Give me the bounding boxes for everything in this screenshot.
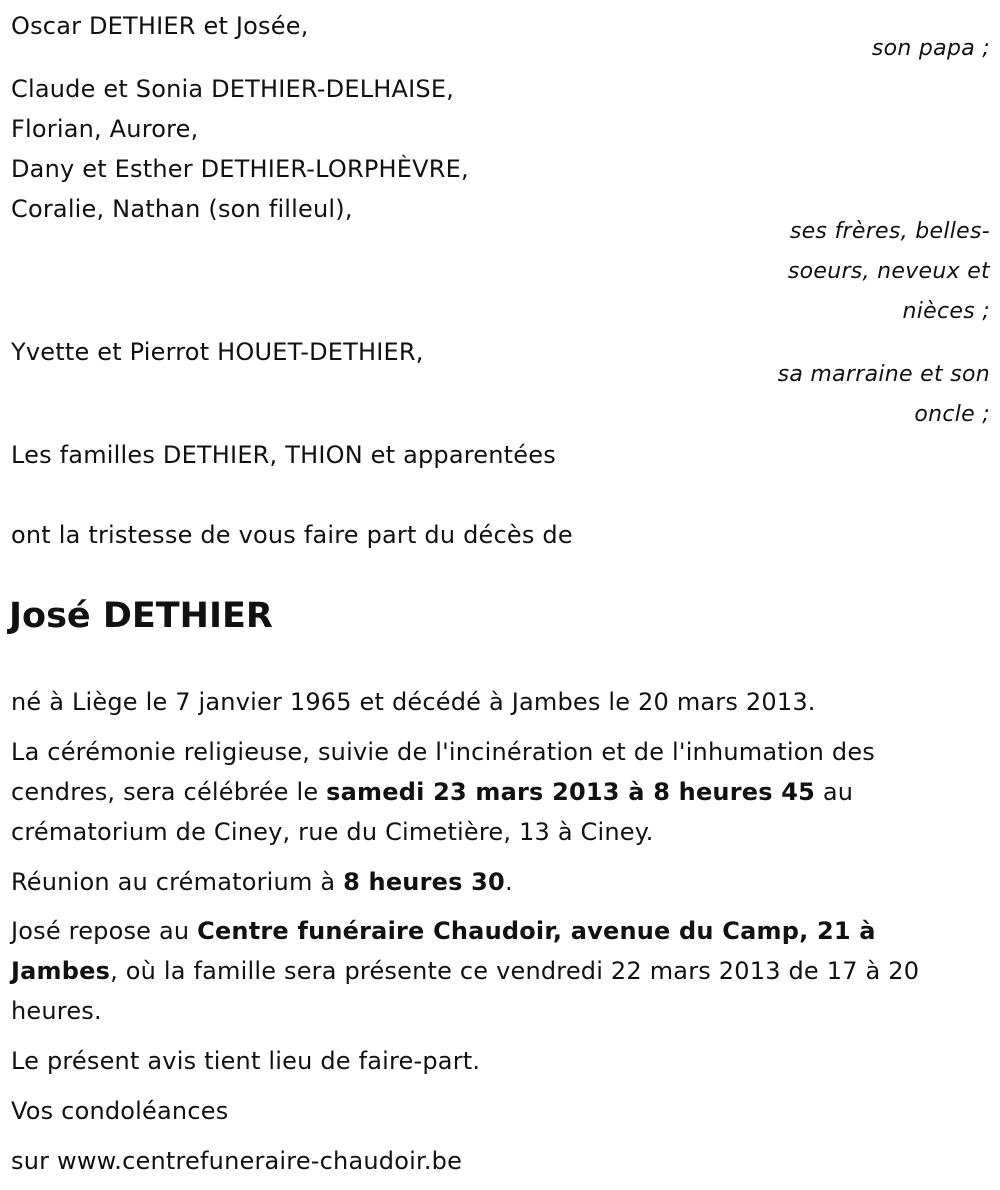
- birth-death-line: né à Liège le 7 janvier 1965 et décédé à Jambes le 20 mars 2013.: [11, 688, 816, 716]
- meeting-line: [11, 862, 513, 902]
- meeting-time: 8 heures 30: [343, 868, 505, 896]
- notice-line: Le présent avis tient lieu de faire-part.: [11, 1047, 481, 1075]
- rest-line: [11, 951, 919, 991]
- sibling-line: Coralie, Nathan (son filleul),: [11, 195, 353, 223]
- sibling-line: Dany et Esther DETHIER-LORPHÈVRE,: [11, 155, 469, 183]
- meeting-text: .: [504, 868, 513, 896]
- rest-place: Jambes: [11, 957, 111, 985]
- ceremony-line: [11, 772, 853, 812]
- ceremony-line: crématorium de Ciney, rue du Cimetière, 13 à Ciney.: [11, 818, 654, 846]
- ceremony-line: La cérémonie religieuse, suivie de l'incinération et de l'inhumation des: [11, 738, 875, 766]
- ceremony-text: cendres, sera célébrée le: [11, 778, 327, 806]
- rest-text: José repose au: [11, 917, 198, 945]
- website-line: sur www.centrefuneraire-chaudoir.be: [11, 1147, 463, 1175]
- siblings-role: ses frères, belles-: [789, 219, 990, 244]
- father-role: son papa ;: [871, 36, 990, 61]
- ceremony-text: au: [815, 778, 854, 806]
- rest-place: Centre funéraire Chaudoir, avenue du Camp, 21 à: [197, 917, 876, 945]
- godmother-role: oncle ;: [914, 402, 990, 427]
- siblings-role: nièces ;: [902, 299, 990, 324]
- godmother-role: sa marraine et son: [777, 362, 990, 387]
- deceased-name: José DETHIER: [9, 596, 273, 636]
- father-line: Oscar DETHIER et Josée,: [11, 12, 309, 40]
- rest-text: , où la famille sera présente ce vendredi 22 mars 2013 de 17 à 20: [110, 957, 920, 985]
- sibling-line: Claude et Sonia DETHIER-DELHAISE,: [11, 75, 455, 103]
- families-line: Les familles DETHIER, THION et apparentées: [11, 441, 556, 469]
- meeting-text: Réunion au crématorium à: [11, 868, 344, 896]
- rest-line: heures.: [11, 997, 102, 1025]
- announcement-line: ont la tristesse de vous faire part du décès de: [11, 521, 573, 549]
- condolences-line: Vos condoléances: [11, 1097, 229, 1125]
- siblings-role: soeurs, neveux et: [787, 259, 990, 284]
- godmother-line: Yvette et Pierrot HOUET-DETHIER,: [11, 338, 424, 366]
- rest-line: [11, 911, 876, 951]
- ceremony-date: samedi 23 mars 2013 à 8 heures 45: [326, 778, 816, 806]
- sibling-line: Florian, Aurore,: [11, 115, 199, 143]
